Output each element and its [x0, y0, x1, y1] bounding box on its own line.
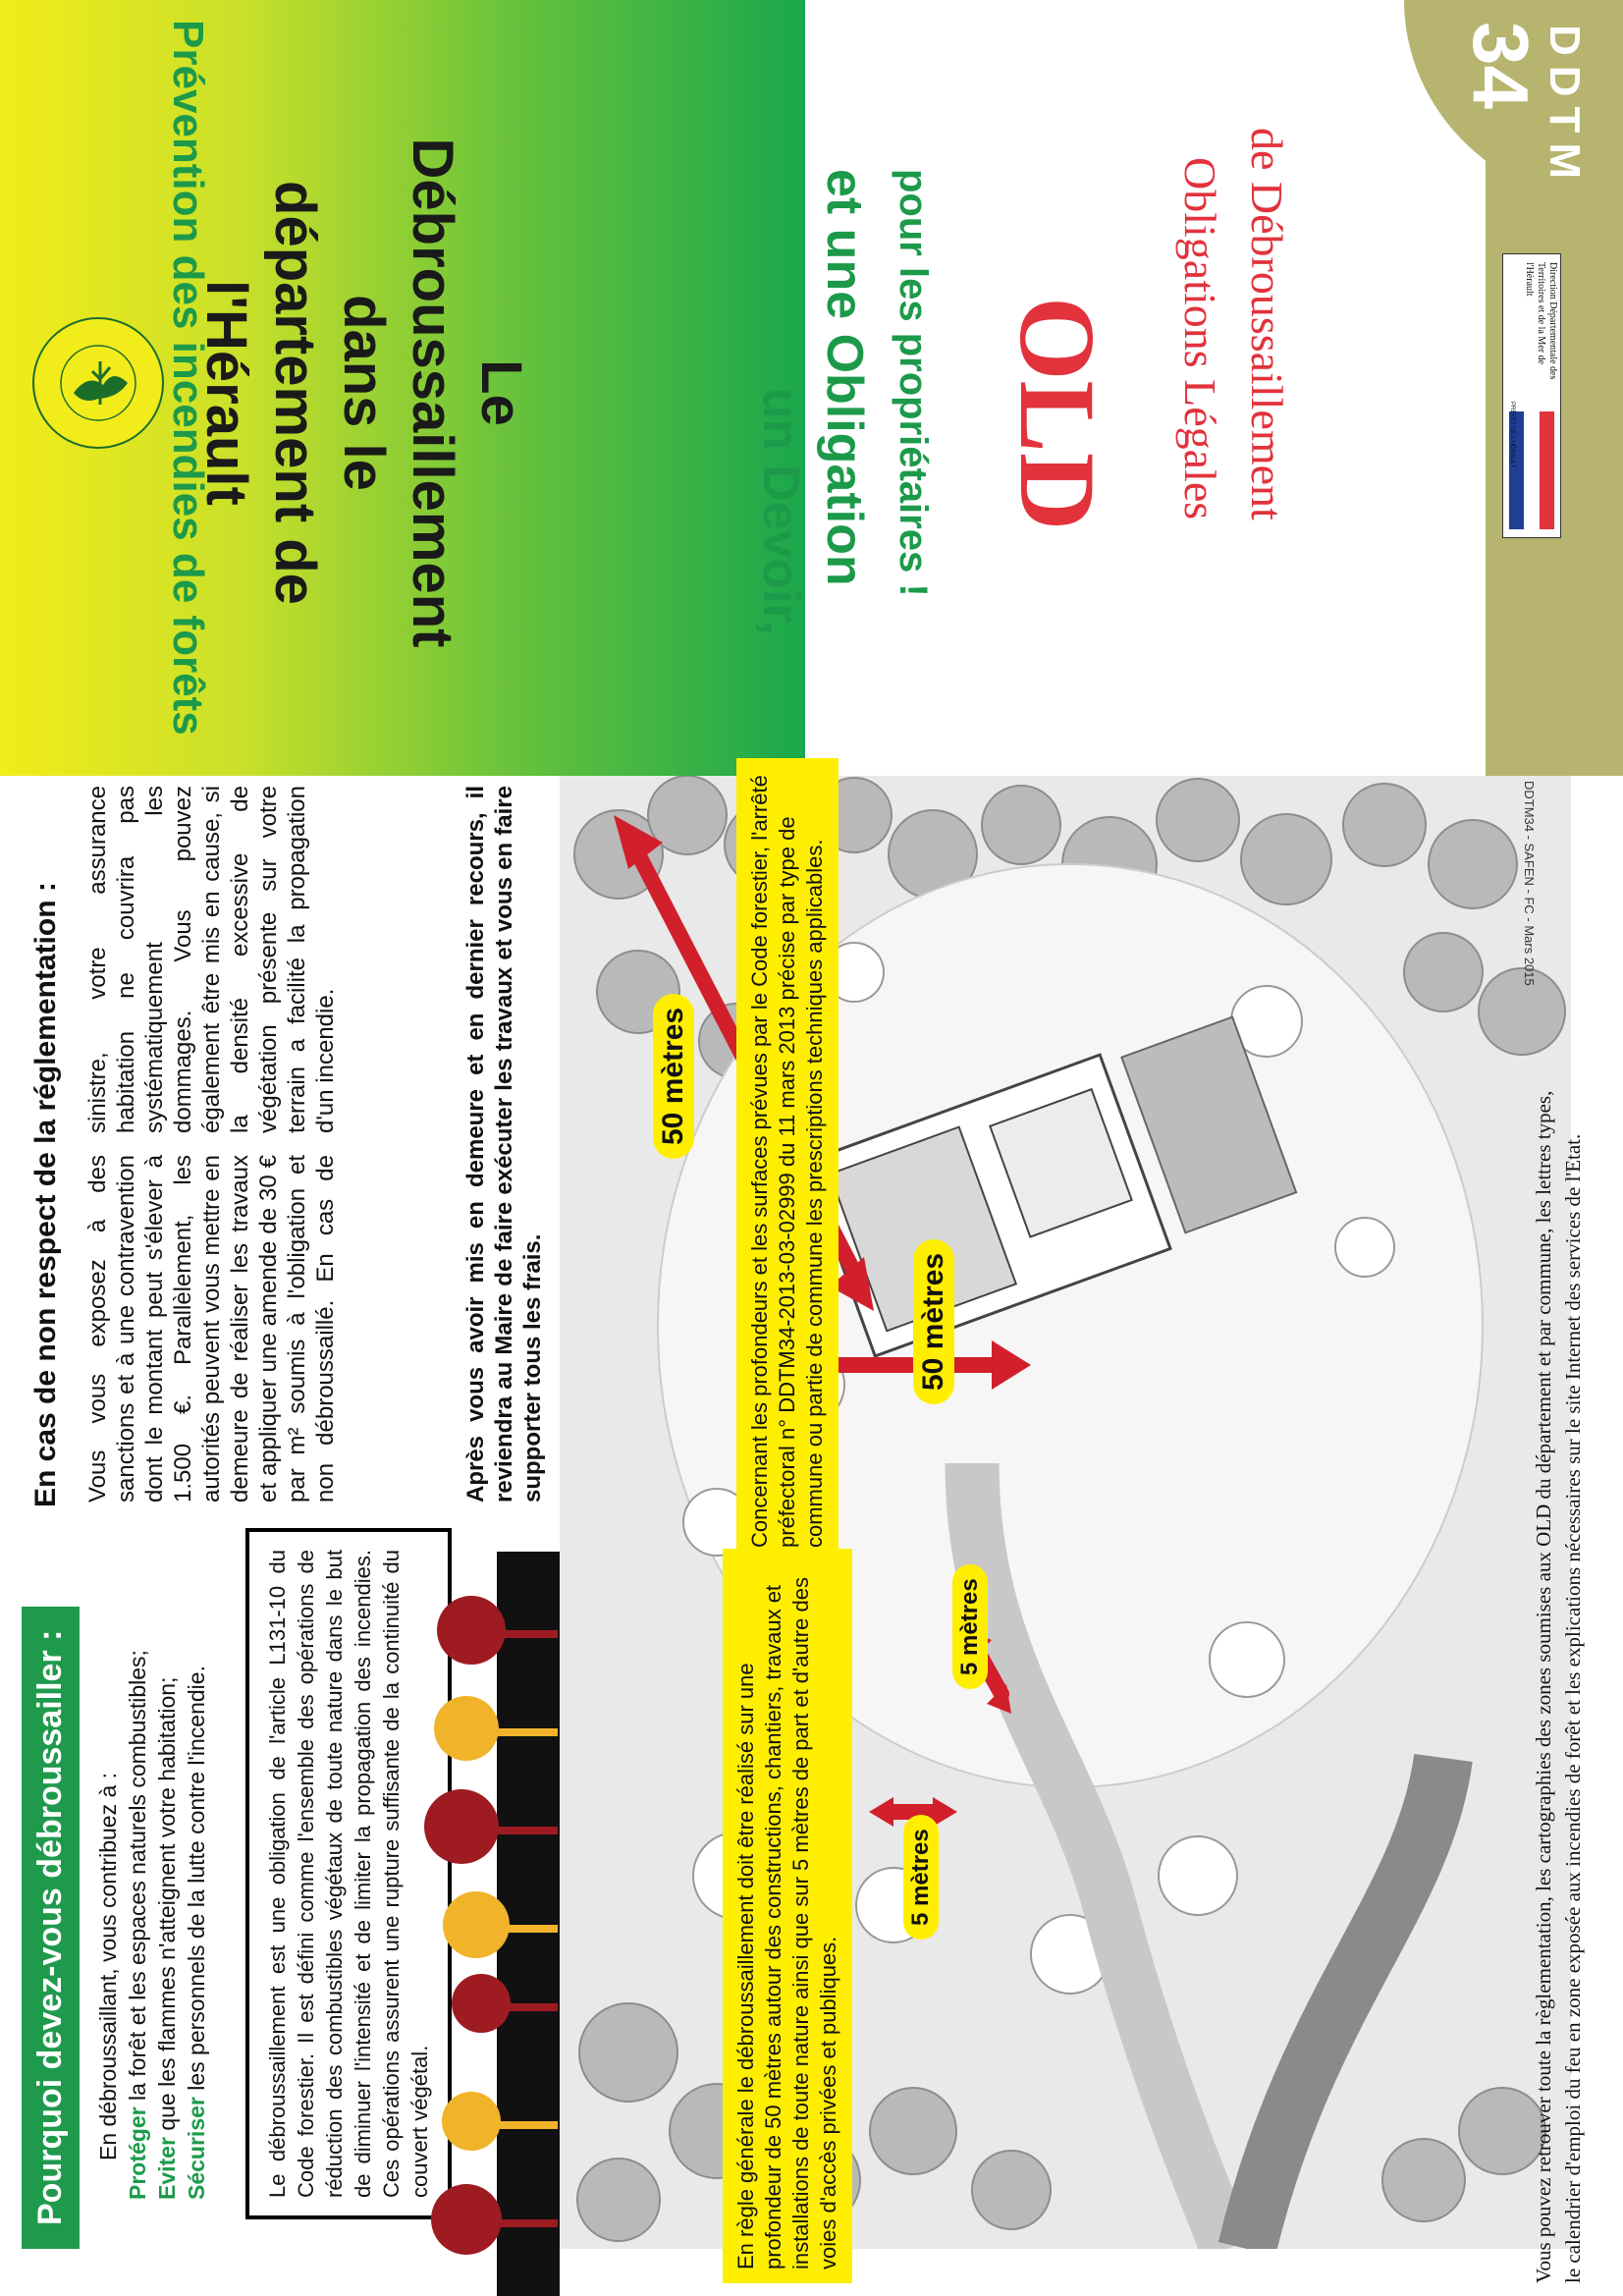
ddtm-badge-top: DDTM: [1541, 25, 1589, 190]
main-title-line: dans le département de: [263, 181, 396, 605]
why-item-verb: Eviter: [154, 2137, 180, 2200]
dfci-logo-icon: [29, 314, 167, 452]
marianne-logo: [1509, 411, 1554, 529]
main-title-line: l'Hérault: [194, 280, 258, 506]
general-rule-box: En règle générale le débroussaillement doit être réalisé sur une profondeur de 50 mètres autour des constructions, chantiers, travaux et installations de toute nature ainsi que sur 5 mètres de part et d'autre des voies d'accès privées et publiques.: [723, 1549, 852, 2283]
scene-drawing-icon: [560, 776, 1571, 2249]
sanctions-conclusion: Après vous avoir mis en demeure et en dernier recours, il reviendra au Maire de faire exécuter les travaux et vous en faire supporter tous les frais.: [462, 786, 546, 1503]
distance-label: 50 mètres: [913, 1239, 954, 1404]
forest-silhouette-icon: [422, 1571, 560, 2288]
cover-panel: [0, 0, 805, 776]
why-heading: Pourquoi devez-vous débroussailler :: [22, 1607, 80, 2249]
ddtm-badge-num: 34: [1457, 22, 1544, 109]
why-item: [182, 1522, 211, 2200]
old-meaning-line-2: de Débroussaillement: [1242, 128, 1292, 520]
why-item: [123, 1522, 152, 2200]
why-item-text: les personnels de la lutte contre l'incendie.: [184, 1666, 209, 2098]
why-item-text: la forêt et les espaces naturels combustibles;: [125, 1650, 150, 2107]
why-list: [93, 1522, 211, 2200]
devoir-line-1: un Devoir,: [752, 388, 809, 635]
why-item-verb: Sécuriser: [184, 2097, 209, 2200]
why-intro: En débroussaillant, vous contribuez à :: [95, 1772, 121, 2160]
old-acronym: OLD: [998, 297, 1117, 531]
distance-label: 5 mètres: [952, 1564, 988, 1689]
distance-label: 50 mètres: [653, 994, 694, 1159]
old-meaning-line-1: Obligations Légales: [1175, 157, 1225, 520]
why-item-text: que les flammes n'atteignent votre habitation;: [154, 1676, 180, 2138]
distance-label: 5 mètres: [903, 1815, 939, 1940]
definition-box: Le débroussaillement est une obligation de l'article L131-10 du Code forestier. Il est défini comme l'ensemble des opérations de réduction des combustibles végétaux de toute nature dans le but de diminuer l'intensité et de limiter la propagation des incendies. Ces opérations assurent une rupture suffisante de la continuité du couvert végétal.: [245, 1528, 452, 2219]
dfci-logo: [29, 314, 167, 452]
prefet-logo-text: PRÉFET DE L'HÉRAULT: [1509, 402, 1515, 468]
property-illustration: [560, 776, 1571, 2249]
sanctions-heading: En cas de non respect de la réglementation :: [29, 882, 62, 1507]
devoir-line-2: et une Obligation: [816, 169, 873, 586]
arrete-box: Concernant les profondeurs et les surfaces prévues par le Code forestier, l'arrêté préfectoral n° DDTM34-2013-03-02999 du 11 mars 2013 précise par type de commune ou partie de commune les prescriptions techniques applicables.: [736, 758, 839, 1561]
sanctions-body: Vous vous exposez à des sanctions et à une contravention dont le montant peut s'élever à 1.500 €. Parallèlement, les autorités peuvent vous mettre en demeure de réaliser les travaux et appliquer une amende de 30 € par m² soumis à l'obligation et non débroussaillé. En cas de sinistre, votre assurance habitation ne couvrira pas systématiquement les dommages. Vous pouvez également être mis en cause, si la densité excessive de végétation présente sur votre terrain a facilité la propagation d'un incendie.: [84, 786, 339, 1503]
prevention-title: Prévention des incendies de forêts: [164, 20, 212, 736]
main-title: [191, 118, 535, 668]
main-title-line: Le Débroussaillement: [401, 137, 533, 648]
why-item: [152, 1522, 182, 2200]
illustration-credit: DDTM34 - SAFEN - FC - Mars 2015: [1522, 781, 1537, 986]
devoir-line-3: pour les propriétaires !: [892, 169, 935, 597]
footer-line-2: le calendrier d'emploi du feu en zone exposée aux incendies de forêt et les explications nécessaires sur le site Internet des services de l'Etat.: [1561, 1133, 1585, 2283]
official-logos: [1502, 253, 1561, 538]
footer-line-1: Vous pouvez retrouver toute la règlementation, les cartographies des zones soumises aux OLD du département et par commune, les lettres types,: [1532, 1090, 1555, 2283]
why-item-verb: Protéger: [125, 2106, 150, 2200]
ddtm-logo-text: Direction Départementale des Territoires et de la Mer de l'Hérault: [1524, 262, 1558, 380]
